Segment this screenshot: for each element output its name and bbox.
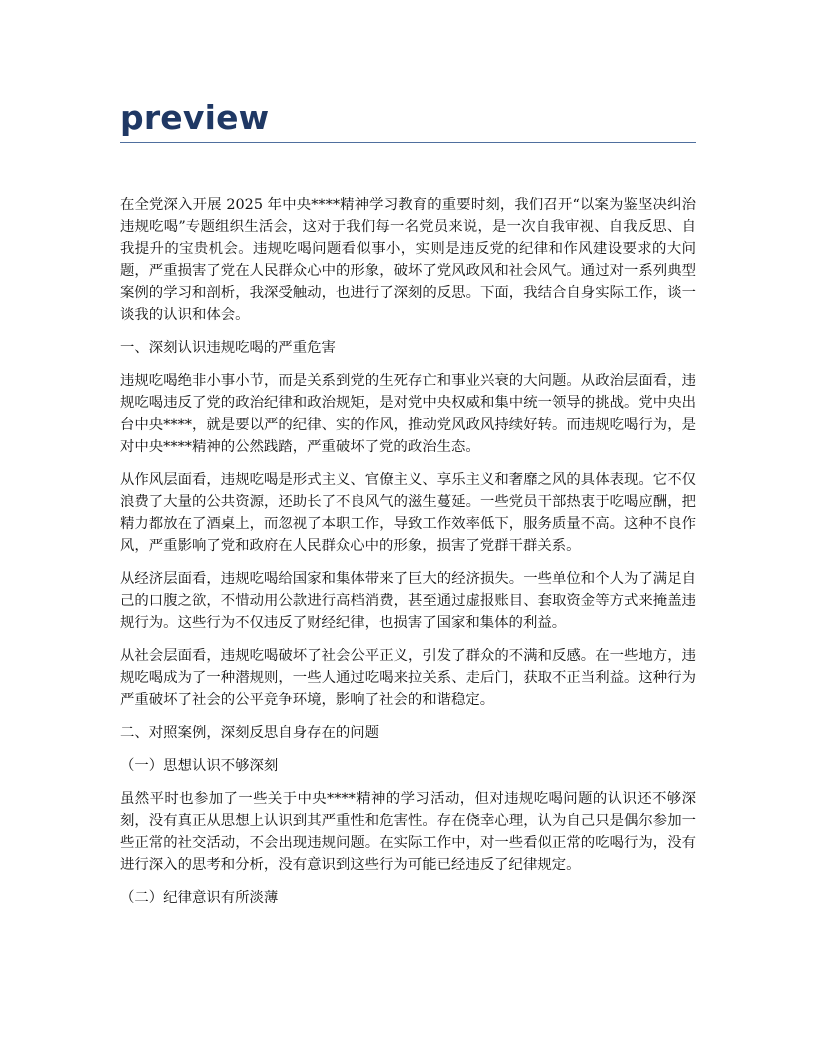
subsection-heading-1: （一）思想认识不够深刻 bbox=[120, 758, 279, 774]
paragraph-political: 违规吃喝绝非小事小节，而是关系到党的生死存亡和事业兴衰的大问题。从政治层面看，违规吃喝违反了党的政治纪律和政治规矩，是对党中央权威和集中统一领导的挑战。党中央出台中央****，就是要以严的纪律、实的作风，推动党风政风持续好转。而违规吃喝行为，是对中央****精神的公然践踏，严重破坏了党的政治生态。 bbox=[120, 373, 696, 455]
paragraph-social: 从社会层面看，违规吃喝破坏了社会公平正义，引发了群众的不满和反感。在一些地方，违规吃喝成为了一种潜规则，一些人通过吃喝来拉关系、走后门，获取不正当利益。这种行为严重破坏了社会的公平竞争环境，影响了社会的和谐稳定。 bbox=[120, 648, 696, 708]
document-body bbox=[120, 194, 696, 909]
paragraph-style: 从作风层面看，违规吃喝是形式主义、官僚主义、享乐主义和奢靡之风的具体表现。它不仅浪费了大量的公共资源，还助长了不良风气的滋生蔓延。一些党员干部热衷于吃喝应酬，把精力都放在了酒桌上，而忽视了本职工作，导致工作效率低下，服务质量不高。这种不良作风，严重影响了党和政府在人民群众心中的形象，损害了党群干群关系。 bbox=[120, 472, 696, 554]
section-heading-1: 一、深刻认识违规吃喝的严重危害 bbox=[120, 340, 336, 356]
document-title: preview bbox=[120, 98, 270, 137]
subsection-heading-2: （二）纪律意识有所淡薄 bbox=[120, 890, 279, 906]
document-page bbox=[120, 96, 696, 920]
paragraph-thinking: 虽然平时也参加了一些关于中央****精神的学习活动，但对违规吃喝问题的认识还不够深刻，没有真正从思想上认识到其严重性和危害性。存在侥幸心理，认为自己只是偶尔参加一些正常的社交活动，不会出现违规问题。在实际工作中，对一些看似正常的吃喝行为，没有进行深入的思考和分析，没有意识到这些行为可能已经违反了纪律规定。 bbox=[120, 791, 696, 873]
section-heading-2: 二、对照案例，深刻反思自身存在的问题 bbox=[120, 725, 380, 741]
title-divider bbox=[120, 142, 696, 143]
paragraph-economic: 从经济层面看，违规吃喝给国家和集体带来了巨大的经济损失。一些单位和个人为了满足自己的口腹之欲，不惜动用公款进行高档消费，甚至通过虚报账目、套取资金等方式来掩盖违规行为。这些行为不仅违反了财经纪律，也损害了国家和集体的利益。 bbox=[120, 571, 696, 631]
intro-paragraph: 在全党深入开展 2025 年中央****精神学习教育的重要时刻，我们召开“以案为鉴坚决纠治违规吃喝”专题组织生活会，这对于我们每一名党员来说，是一次自我审视、自我反思、自我提升的宝贵机会。违规吃喝问题看似事小，实则是违反党的纪律和作风建设要求的大问题，严重损害了党在人民群众心中的形象，破坏了党风政风和社会风气。通过对一系列典型案例的学习和剖析，我深受触动，也进行了深刻的反思。下面，我结合自身实际工作，谈一谈我的认识和体会。 bbox=[120, 197, 696, 323]
